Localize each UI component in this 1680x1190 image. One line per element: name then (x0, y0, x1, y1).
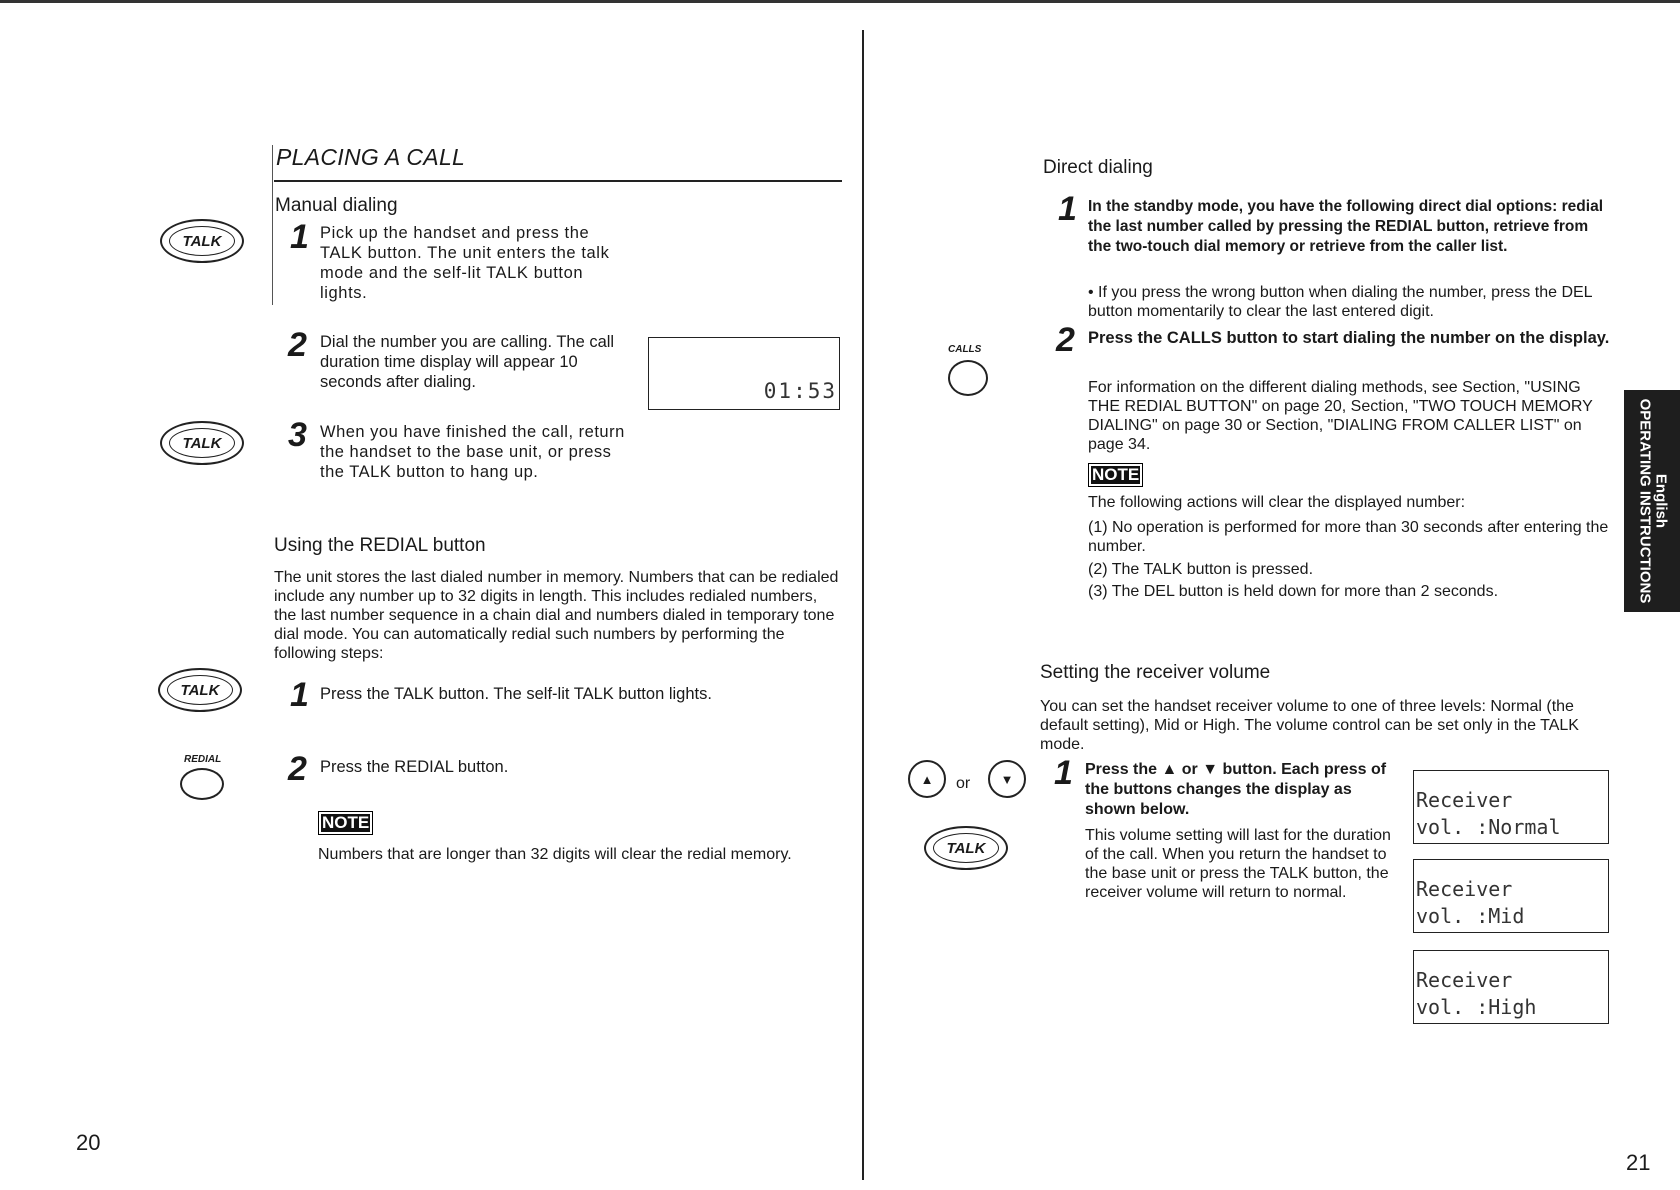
step-text: Press the ▲ or ▼ button. Each press of the buttons changes the display as shown below. (1085, 761, 1387, 818)
display-line: vol. :Mid (1416, 904, 1525, 928)
left-margin-rule (272, 145, 273, 305)
volume-detail: This volume setting will last for the duration of the call. When you return the handset to the base unit or press the TALK button, the receiver volume will return to normal. (1085, 827, 1391, 901)
step-text: Press the TALK button. The self-lit TALK button lights. (320, 685, 712, 703)
display-line: vol. :Normal (1416, 815, 1561, 839)
note-badge: NOTE (1088, 463, 1143, 487)
talk-label: TALK (933, 833, 999, 863)
direct-dialing-heading: Direct dialing (1043, 157, 1153, 178)
step-number: 1 (290, 676, 309, 714)
step-text: In the standby mode, you have the following direct dial options: redial the last number called by pressing the REDIAL button, retrieve from the two-touch dial memory or retrieve from the caller list. (1088, 198, 1603, 255)
talk-button-icon (158, 668, 242, 712)
step-number: 1 (1054, 754, 1073, 792)
step-number: 3 (288, 416, 307, 454)
talk-label: TALK (169, 226, 235, 256)
display-line: Receiver (1416, 788, 1513, 812)
redial-intro: The unit stores the last dialed number in memory. Numbers that can be redialed include any number up to 32 digits in length. This includes redialed numbers, the last number sequence in a chain dial and numbers dialed in temporary tone dial mode. You can automatically redial such numbers by performing the following steps: (274, 569, 839, 662)
step-number: 2 (288, 750, 307, 788)
manual-dialing-heading: Manual dialing (275, 195, 398, 216)
talk-button-icon (924, 826, 1008, 870)
calls-label: CALLS (948, 344, 982, 355)
volume-display-mid (1413, 859, 1609, 933)
down-arrow-icon: ▼ (988, 760, 1026, 798)
bullet-text: • If you press the wrong button when dialing the number, press the DEL button momentarily to clear the last entered digit. (1088, 284, 1592, 320)
display-line: vol. :High (1416, 995, 1537, 1019)
language-side-tab (1624, 390, 1680, 612)
talk-label: TALK (169, 428, 235, 458)
step-text: Dial the number you are calling. The call duration time display will appear 10 seconds after dialing. (320, 333, 615, 391)
step-text: Press the REDIAL button. (320, 758, 509, 776)
redial-label: REDIAL (184, 754, 222, 765)
step-number: 1 (290, 218, 309, 256)
or-text: or (956, 775, 971, 792)
talk-button-icon (160, 421, 244, 465)
volume-intro: You can set the handset receiver volume to one of three levels: Normal (the default setting), Mid or High. The volume control can be set only in the TALK mode. (1040, 698, 1579, 753)
page-title: PLACING A CALL (276, 144, 466, 170)
step-number: 2 (1056, 321, 1075, 359)
volume-display-normal (1413, 770, 1609, 844)
note-item: (1) No operation is performed for more than 30 seconds after entering the number. (1088, 519, 1609, 555)
step-text: When you have finished the call, return the handset to the base unit, or press the TALK button to hang up. (320, 423, 625, 481)
step-number: 2 (288, 326, 307, 364)
talk-button-icon (160, 219, 244, 263)
note-intro: The following actions will clear the displayed number: (1088, 494, 1466, 511)
display-line: Receiver (1416, 968, 1513, 992)
redial-button-icon (180, 768, 224, 800)
step-number: 1 (1058, 190, 1077, 228)
up-arrow-icon: ▲ (908, 760, 946, 798)
note-badge: NOTE (318, 811, 373, 835)
info-text: For information on the different dialing methods, see Section, "USING THE REDIAL BUTTON" on page 20, Section, "TWO TOUCH MEMORY DIALING" on page 30 or Section, "DIALING FROM CALLER LIST" on page 34. (1088, 379, 1593, 453)
volume-heading: Setting the receiver volume (1040, 662, 1271, 683)
page-number-right: 21 (1626, 1150, 1651, 1175)
note-item: (3) The DEL button is held down for more than 2 seconds. (1088, 583, 1499, 600)
talk-label: TALK (167, 675, 233, 705)
call-duration-display: 01:53 (648, 337, 840, 410)
side-tab-section: OPERATING INSTRUCTIONS (1636, 398, 1654, 604)
step-text: Press the CALLS button to start dialing the number on the display. (1088, 329, 1610, 347)
top-border (0, 0, 1680, 3)
volume-display-high (1413, 950, 1609, 1024)
page-number-left: 20 (76, 1130, 101, 1155)
redial-heading: Using the REDIAL button (274, 535, 486, 556)
page-spine-divider (862, 30, 864, 1180)
note-item: (2) The TALK button is pressed. (1088, 561, 1314, 578)
title-underline (274, 180, 842, 182)
note-text: Numbers that are longer than 32 digits will clear the redial memory. (318, 846, 792, 863)
calls-button-icon (948, 360, 988, 396)
step-text: Pick up the handset and press the TALK button. The unit enters the talk mode and the self-lit TALK button lights. (320, 224, 610, 302)
display-line: Receiver (1416, 877, 1513, 901)
side-tab-language: English (1652, 473, 1670, 529)
